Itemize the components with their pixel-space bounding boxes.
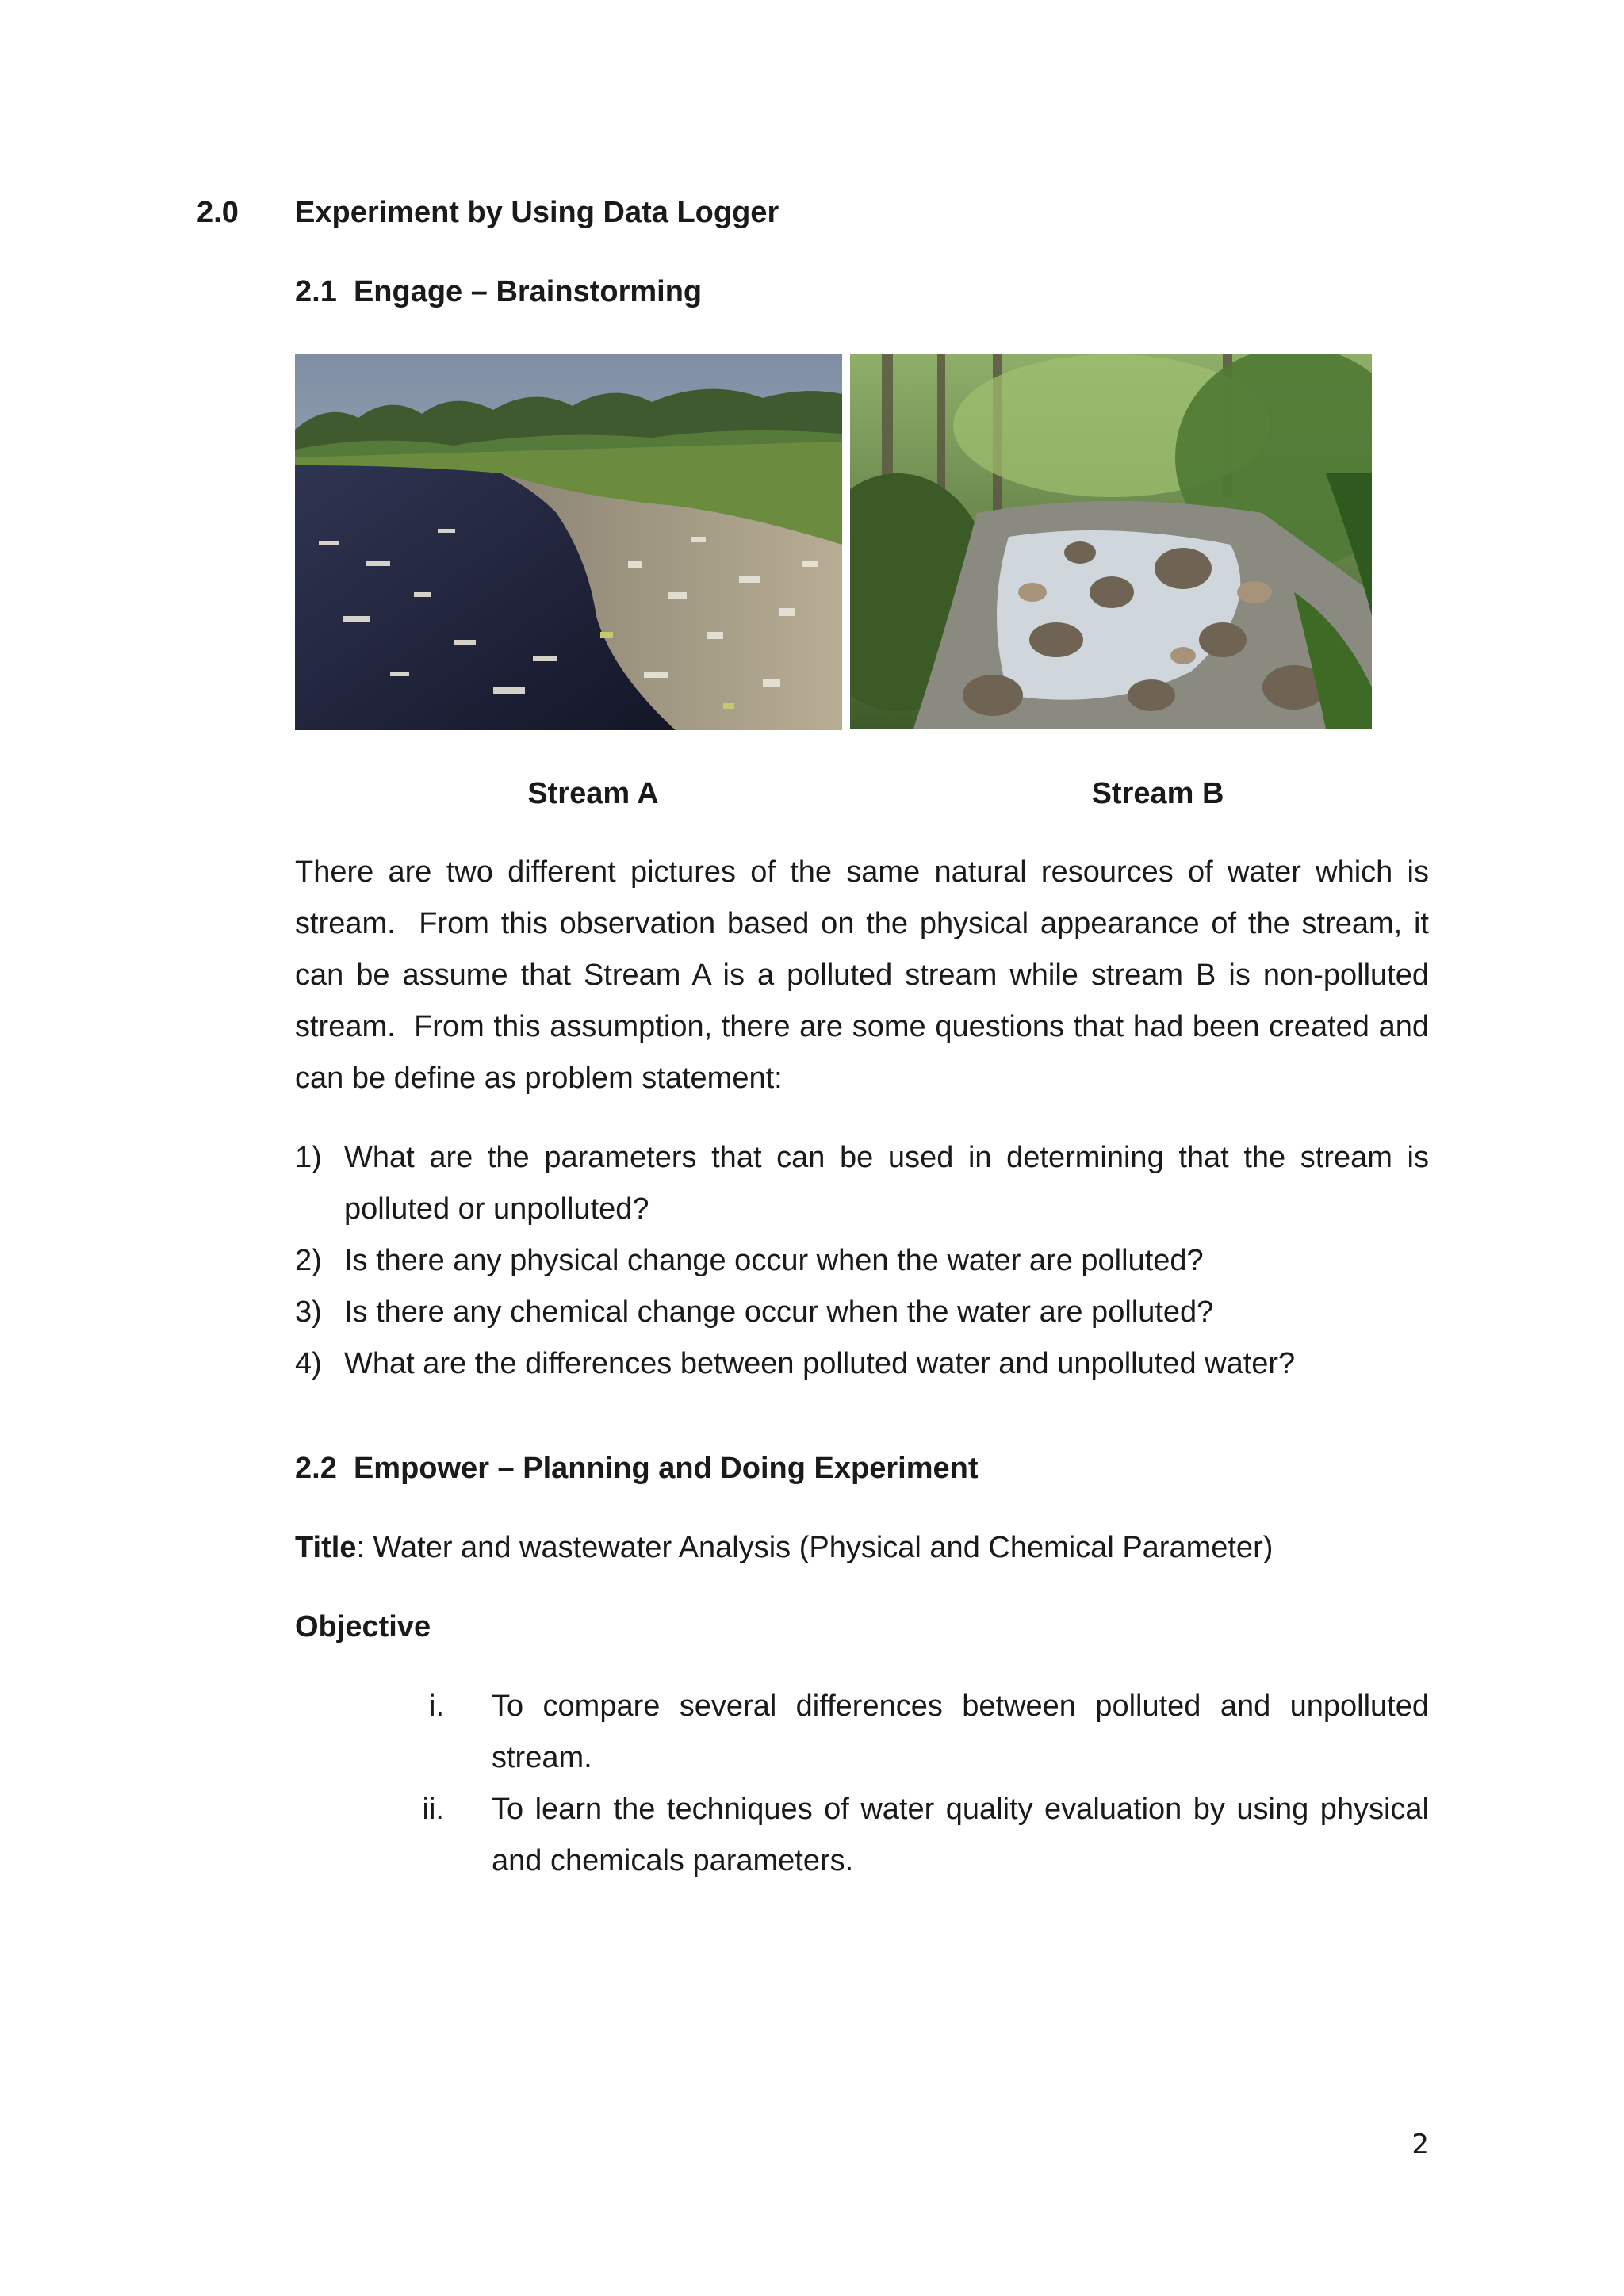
paragraph-line: can be define as problem statement:: [295, 1062, 783, 1095]
objective-item: [412, 1681, 1429, 1784]
list-text-line: Is there any physical change occur when the water are polluted?: [344, 1244, 1204, 1277]
section-number: 2.0: [197, 196, 239, 229]
page-number: 2: [1411, 2129, 1429, 2160]
experiment-title: [295, 1529, 1273, 1566]
engage-paragraph: [295, 847, 1429, 1104]
objective-item: [412, 1784, 1429, 1887]
stream-b-caption: Stream B: [1091, 777, 1224, 810]
list-text-line: Is there any chemical change occur when the water are polluted?: [344, 1295, 1214, 1329]
stream-a-photo: [295, 354, 842, 730]
objective-text-line: stream.: [492, 1741, 592, 1774]
title-value: : Water and wastewater Analysis (Physical and Chemical Parameter): [356, 1531, 1274, 1564]
empower-heading: 2.2 Empower – Planning and Doing Experiment: [295, 1452, 979, 1485]
objective-text-line: To learn the techniques of water quality evaluation by using physical: [492, 1793, 1429, 1826]
paragraph-line: There are two different pictures of the same natural resources of water which is: [295, 855, 1429, 889]
list-text-line: polluted or unpolluted?: [344, 1192, 649, 1226]
list-number: 3): [295, 1295, 322, 1329]
paragraph-line: can be assume that Stream A is a polluted stream while stream B is non-polluted: [295, 959, 1429, 992]
stream-b-photo: [850, 354, 1372, 729]
list-number: 1): [295, 1141, 322, 1174]
section-title: Experiment by Using Data Logger: [295, 196, 779, 229]
objective-heading: Objective: [295, 1610, 431, 1644]
list-number: 4): [295, 1347, 322, 1380]
paragraph-line: stream. From this assumption, there are some questions that had been created and: [295, 1010, 1429, 1043]
engage-heading: 2.1 Engage – Brainstorming: [295, 275, 703, 308]
objective-number: i.: [429, 1689, 444, 1723]
objective-text-line: To compare several differences between polluted and unpolluted: [492, 1689, 1429, 1723]
list-text-line: What are the differences between polluted water and unpolluted water?: [344, 1347, 1296, 1380]
stream-a-caption: Stream A: [527, 777, 659, 810]
list-text-line: What are the parameters that can be used in determining that the stream is: [344, 1141, 1429, 1174]
title-label: Title: [295, 1531, 357, 1564]
objective-text-line: and chemicals parameters.: [492, 1844, 854, 1877]
list-number: 2): [295, 1244, 322, 1277]
list-item: [295, 1132, 1429, 1235]
paragraph-line: stream. From this observation based on the physical appearance of the stream, it: [295, 907, 1429, 940]
objective-number: ii.: [422, 1793, 444, 1826]
